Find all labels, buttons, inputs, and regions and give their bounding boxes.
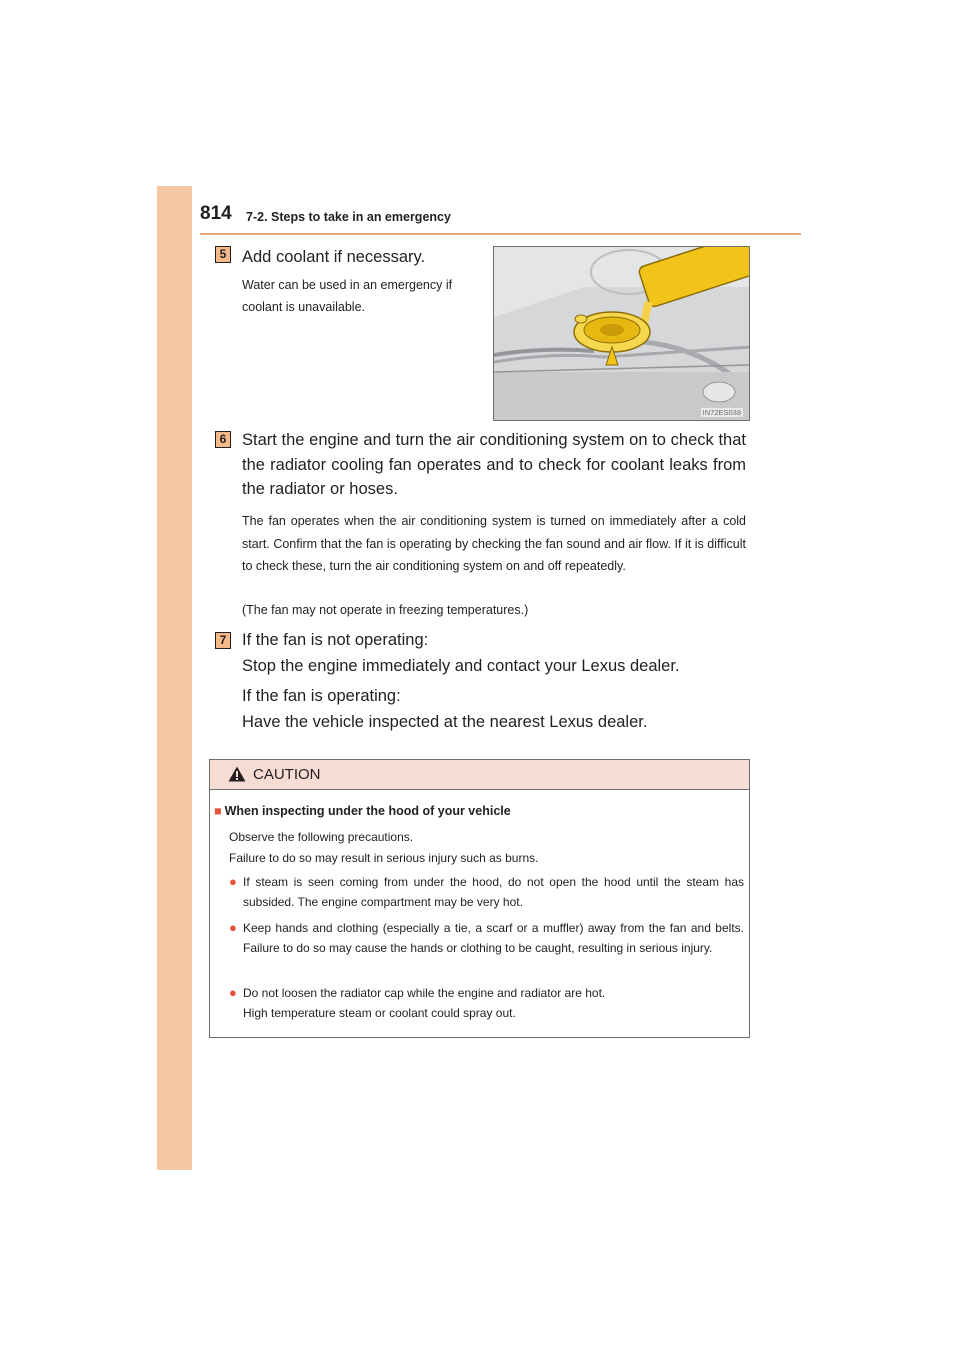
coolant-illustration (493, 246, 750, 421)
coolant-pouring-icon (494, 247, 750, 421)
step-condition-operating: If the fan is operating: (242, 687, 401, 705)
circle-bullet-icon: ● (229, 920, 237, 935)
step-action-inspect: Have the vehicle inspected at the nearest Lexus dealer. (242, 713, 648, 731)
illustration-code: IN72ES038 (702, 408, 741, 417)
caution-bullet (229, 983, 744, 1023)
step-number-badge: 5 (215, 246, 231, 263)
caution-bullet-text: If steam is seen coming from under the hood, do not open the hood until the steam has subsided. The engine compartment may be very hot. (243, 875, 744, 909)
section-title: 7-2. Steps to take in an emergency (246, 210, 451, 224)
step-condition-not-operating: If the fan is not operating: (242, 631, 429, 649)
step-note-freezing: (The fan may not operate in freezing temperatures.) (242, 603, 529, 617)
caution-subheading-text: When inspecting under the hood of your vehicle (224, 804, 511, 818)
step-number-badge: 7 (215, 632, 231, 649)
caution-bullet-text: Keep hands and clothing (especially a tie, a scarf or a muffler) away from the fan and belts. Failure to do so may cause the hands or clothing to be caught, resulting in serious injury. (243, 921, 744, 955)
page-number: 814 (200, 203, 232, 224)
step-action-stop-engine: Stop the engine immediately and contact your Lexus dealer. (242, 657, 680, 675)
caution-bullet (229, 918, 744, 958)
caution-intro-line: Failure to do so may result in serious injury such as burns. (229, 851, 539, 865)
step-note: Water can be used in an emergency if coolant is unavailable. (242, 278, 453, 314)
caution-subheading (214, 804, 511, 818)
circle-bullet-icon: ● (229, 985, 237, 1000)
caution-bullet (229, 872, 744, 912)
caution-box (209, 759, 750, 1038)
chapter-sidebar-tab (157, 186, 192, 1170)
caution-intro-line: Observe the following precautions. (229, 830, 414, 844)
caution-intro (229, 827, 729, 869)
warning-triangle-icon (228, 766, 246, 782)
step-heading: Start the engine and turn the air conditioning system on to check that the radiator cooling fan operates and to check for coolant leaks from the radiator or hoses. (242, 431, 746, 498)
caution-bullet-text: High temperature steam or coolant could spray out. (243, 1006, 516, 1020)
step-number-badge: 6 (215, 431, 231, 448)
step-note: The fan operates when the air conditioning system is turned on immediately after a cold start. Confirm that the fan is operating by checking the fan sound and air flow. If it is difficult to check these, turn the air conditioning system on and off repeatedly. (242, 514, 746, 573)
square-bullet-icon: ■ (214, 804, 222, 818)
caution-header (210, 760, 749, 790)
caution-bullet-text: Do not loosen the radiator cap while the engine and radiator are hot. (243, 986, 606, 1000)
circle-bullet-icon: ● (229, 874, 237, 889)
step-heading: Add coolant if necessary. (242, 248, 426, 266)
caution-title: CAUTION (253, 766, 321, 783)
header-rule (200, 233, 801, 235)
